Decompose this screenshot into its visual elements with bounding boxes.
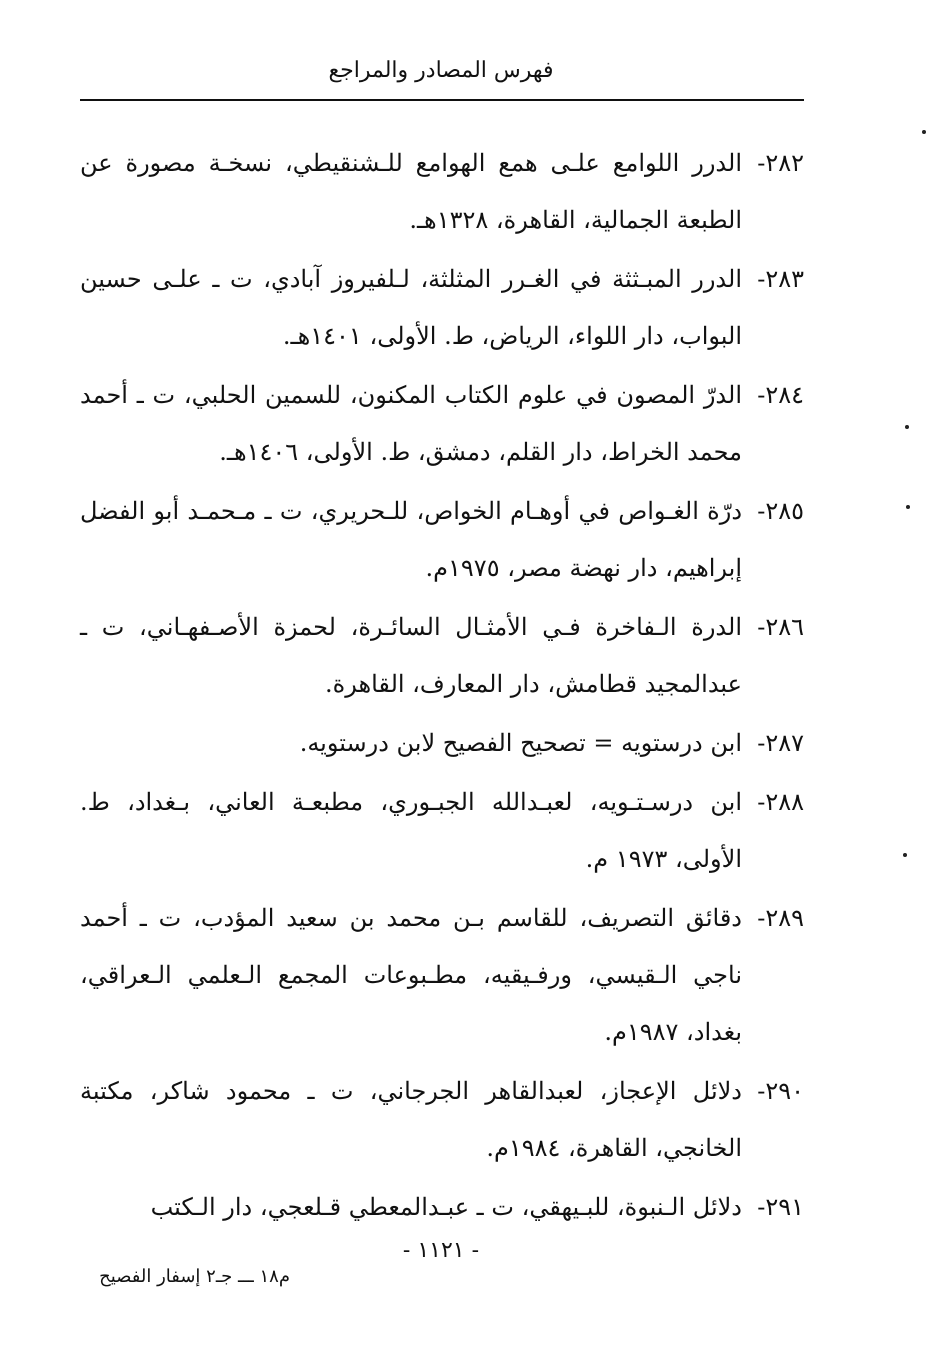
bibliography-entry [80,715,804,772]
entry-text: درّة الغـواص في أوهـام الخواص، للـحريري، ت ـ مـحمـد أبو الفضل إبراهيم، دار نهضة مصر، ١٩٧٥م. [80,497,743,582]
signature-mark: م١٨ ـــ جـ٢ إسفار الفصيح [99,1266,290,1287]
entry-number: ٢٨٥- [757,497,804,525]
scan-speck [906,505,910,509]
bibliography-entry [80,1063,804,1177]
entry-number: ٢٩١- [757,1193,804,1221]
bibliography-entry [80,890,804,1061]
entry-number: ٢٨٤- [757,381,804,409]
entry-number: ٢٨٦- [757,613,804,641]
entry-text: الدرر اللوامع علـى همع الهوامع للـشنقيطي، نسخـة مصورة عن الطبعة الجمالية، القاهرة، ١٣٢٨هـ. [80,149,742,234]
entry-text: الدرّ المصون في علوم الكتاب المكنون، للسمين الحلبي، ت ـ أحمد محمد الخراط، دار القلم، دمشق، ط. الأولى، ١٤٠٦هـ. [80,381,742,466]
scan-speck [905,425,909,429]
entry-text: ابن درسـتـويه، لعبـدالله الجبـوري، مطبعـة العاني، بـغداد، ط. الأولى، ١٩٧٣ م. [80,788,742,873]
page-number: - ١١٢١ - [402,1238,480,1263]
entry-number: ٢٨٩- [757,904,804,932]
entry-text: دلائل الإعجاز، لعبدالقاهر الجرجاني، ت ـ محمود شاكر، مكتبة الخانجي، القاهرة، ١٩٨٤م. [80,1077,742,1162]
entry-text: دقائق التصريف، للقاسم بـن محمد بن سعيد المؤدب، ت ـ أحمد ناجي الـقيسي، ورفـيقيه، مطـبوعات المجمع الـعلمي الـعراقي، بغداد، ١٩٨٧م. [80,904,742,1046]
bibliography-entry [80,1179,804,1236]
bibliography-entry [80,774,804,888]
bibliography-list [80,135,804,1238]
entry-number: ٢٨٢- [757,149,804,177]
entry-number: ٢٩٠- [757,1077,804,1105]
bibliography-entry [80,483,804,597]
entry-text: ابن درستويه = تصحيح الفصيح لابن درستويه. [299,729,742,757]
scan-speck [903,853,907,857]
entry-number: ٢٨٧- [757,729,804,757]
entry-number: ٢٨٣- [757,265,804,293]
entry-number: ٢٨٨- [757,788,804,816]
scan-speck [922,130,926,134]
bibliography-entry [80,251,804,365]
running-title: فهرس المصادر والمراجع [328,58,554,83]
entry-text: الدرة الـفاخرة فـي الأمثـال السائـرة، لحمزة الأصـفهـاني، ت ـ عبدالمجيد قطامش، دار المعارف، القاهرة. [80,613,742,698]
bibliography-entry [80,599,804,713]
entry-text: دلائل الـنبوة، للبـيهقي، ت ـ عبـدالمعطي قـلعجي، دار الـكتب [150,1193,742,1221]
bibliography-entry [80,135,804,249]
header-rule [80,99,804,101]
entry-text: الدرر المبـثثة في الغـرر المثلثة، لـلفيروز آبادي، ت ـ علـى حسين البواب، دار اللواء، الرياض، ط. الأولى، ١٤٠١هـ. [80,265,742,350]
bibliography-entry [80,367,804,481]
